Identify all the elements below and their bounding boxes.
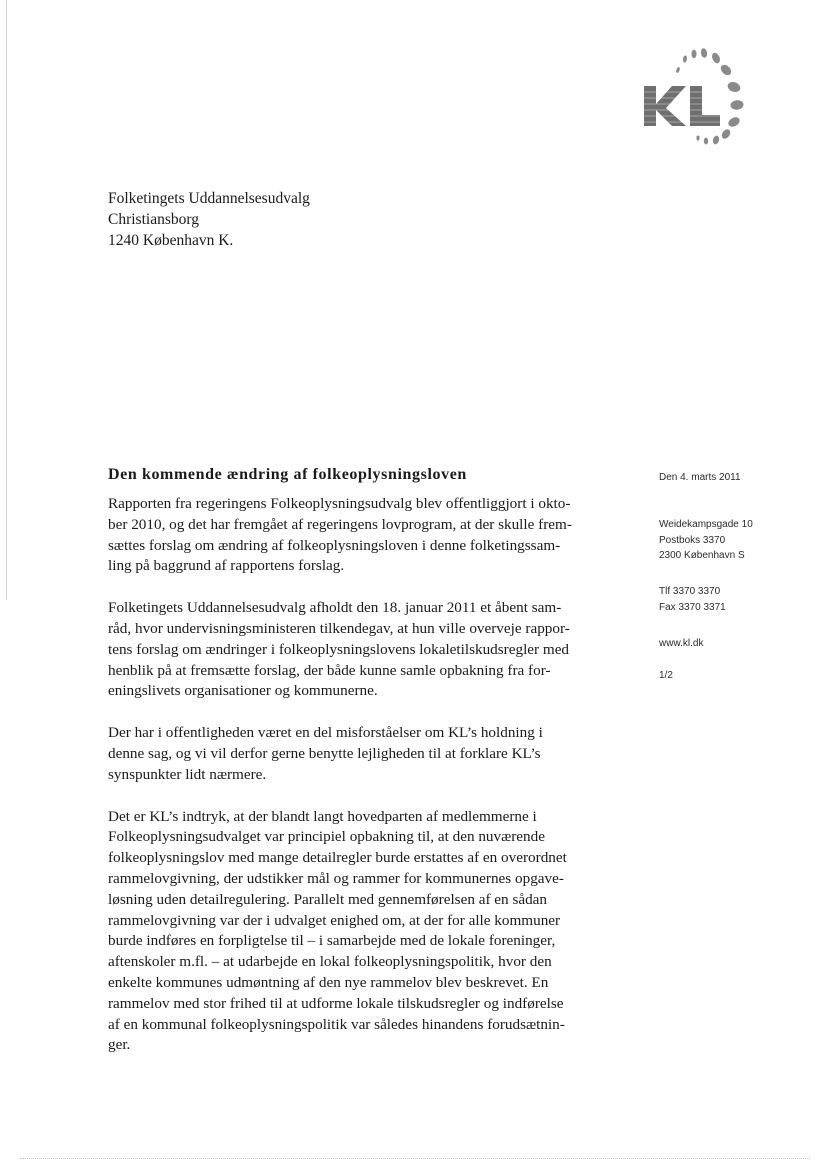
recipient-city: 1240 København K. (108, 232, 234, 249)
body-line: rammelovgivning var der i udvalget enighed om, at der for alle kommuner (108, 911, 561, 929)
letter-heading: Den kommende ændring af folkeoplysningsloven (108, 466, 467, 483)
letter-body (108, 494, 618, 1077)
sidebar-address (659, 517, 753, 564)
recipient-building: Christiansborg (108, 211, 199, 228)
body-line: løsning uden detailregulering. Parallelt med gennemførelsen af en sådan (108, 890, 548, 908)
footer-divider (20, 1158, 810, 1160)
body-line: ber 2010, og det har fremgået af regeringens lovprogram, at der skulle frem- (108, 515, 572, 533)
kl-logo (640, 42, 770, 152)
sidebar-date: Den 4. marts 2011 (659, 472, 741, 483)
sidebar-pobox: Postboks 3370 (659, 534, 726, 546)
body-line: ger. (108, 1036, 131, 1054)
body-line: henblik på at fremsætte forslag, der både kunne samle opbakning fra for- (108, 661, 551, 679)
sidebar-fax: Fax 3370 3371 (659, 601, 726, 613)
body-line: Der har i offentligheden været en del misforståelser om KL’s holdning i (108, 724, 543, 742)
body-line: folkeoplysningslov med mange detailregler burde erstattes af en overordnet (108, 849, 567, 867)
body-line: Folkeoplysningsudvalget var principiel opbakning til, at den nuværende (108, 828, 545, 846)
sidebar-contact (659, 584, 726, 615)
body-line: Rapporten fra regeringens Folkeoplysningsudvalg blev offentliggjort i okto- (108, 495, 571, 512)
scan-edge-line (6, 0, 7, 600)
body-line: råd, hvor undervisningsministeren tilkendegav, at hun ville overveje rappor- (108, 619, 570, 637)
body-line: enkelte kommunes udmøntning af den nye rammelov blev beskrevet. En (108, 973, 549, 991)
body-line: ling på baggrund af rapportens forslag. (108, 557, 345, 575)
paragraph (108, 807, 618, 1057)
body-line: Folketingets Uddannelsesudvalg afholdt den 18. januar 2011 et åbent sam- (108, 599, 562, 617)
recipient-address (108, 188, 310, 251)
paragraph (108, 598, 618, 702)
body-line: aftenskoler m.fl. – at udarbejde en lokal folkeoplysningspolitik, hvor den (108, 953, 552, 971)
body-line: burde indføres en forpligtelse til – i samarbejde med de lokale foreninger, (108, 932, 556, 950)
body-line: rammelovgivning, der udstikker mål og rammer for kommunernes opgave- (108, 869, 564, 887)
sidebar-phone: Tlf 3370 3370 (659, 586, 721, 597)
body-line: rammelov med stor frihed til at udforme lokale tilskudsregler og indførelse (108, 994, 564, 1012)
body-line: Det er KL’s indtryk, at der blandt langt hovedparten af medlemmerne i (108, 807, 537, 825)
paragraph (108, 723, 618, 785)
recipient-name: Folketingets Uddannelsesudvalg (108, 190, 310, 207)
body-line: denne sag, og vi vil derfor gerne benytte lejligheden til at forklare KL’s (108, 744, 541, 762)
body-line: af en kommunal folkeoplysningspolitik var således hinandens forudsætnin- (108, 1015, 565, 1033)
body-line: synspunkter lidt nærmere. (108, 765, 267, 783)
paragraph (108, 494, 618, 577)
sidebar-street: Weidekampsgade 10 (659, 519, 753, 530)
body-line: sættes forslag om ændring af folkeoplysningsloven i denne folketingssam- (108, 536, 561, 554)
body-line: tens forslag om ændringer i folkeoplysningslovens lokaletilskudsregler med (108, 640, 570, 658)
sidebar-page-number: 1/2 (659, 670, 673, 681)
sidebar-web: www.kl.dk (659, 638, 704, 649)
sidebar-city: 2300 København S (659, 550, 745, 561)
body-line: eningslivets organisationer og kommunerne. (108, 682, 378, 700)
